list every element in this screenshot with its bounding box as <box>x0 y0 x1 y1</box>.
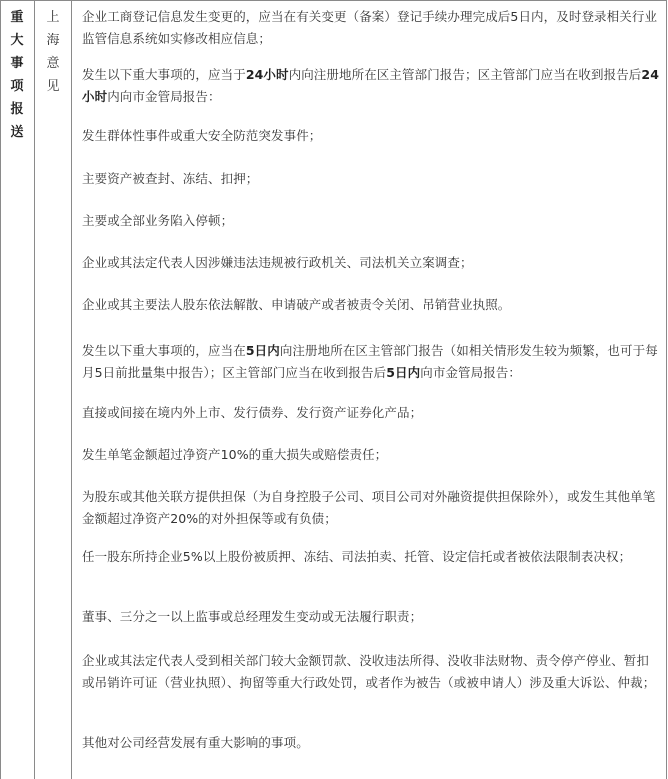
paragraph <box>82 294 660 316</box>
column-divider-1 <box>34 0 35 779</box>
bold-run: 24小时 <box>82 67 660 104</box>
paragraph <box>82 546 660 568</box>
paragraph-run: 内向注册地所在区主管部门报告；区主管部门应当在收到报告后 <box>288 67 642 82</box>
table-right-border <box>666 0 667 779</box>
paragraph-run: 任一股东所持企业5%以上股份被质押、冻结、司法拍卖、托管、设定信托或者被依法限制表决权； <box>82 549 632 564</box>
paragraph-run: 企业或其主要法人股东依法解散、申请破产或者被责令关闭、吊销营业执照。 <box>82 297 511 312</box>
region-char: 意 <box>46 56 60 71</box>
paragraph-run: 主要资产被查封、冻结、扣押； <box>82 171 259 186</box>
paragraph-run: 企业或其法定代表人因涉嫌违法违规被行政机关、司法机关立案调查； <box>82 255 473 270</box>
category-cell <box>4 6 30 144</box>
region-char: 海 <box>46 33 60 48</box>
region-char: 上 <box>46 10 60 25</box>
paragraph <box>82 125 660 147</box>
paragraph <box>82 486 660 530</box>
paragraph-run: 发生以下重大事项的，应当于 <box>82 67 246 82</box>
category-char: 报 <box>10 102 24 117</box>
paragraph-run: 发生以下重大事项的，应当在 <box>82 343 246 358</box>
category-char: 项 <box>10 79 24 94</box>
region-char: 见 <box>46 79 60 94</box>
bold-run: 5日内 <box>245 343 280 358</box>
paragraph <box>82 64 660 108</box>
paragraph <box>82 650 660 694</box>
table-top-border <box>0 0 667 1</box>
column-divider-2 <box>71 0 72 779</box>
table-left-border <box>0 0 1 779</box>
paragraph <box>82 168 660 190</box>
paragraph-run: 向市金管局报告： <box>420 365 522 380</box>
paragraph <box>82 732 660 754</box>
bold-run: 24小时 <box>245 67 289 82</box>
paragraph-run: 企业工商登记信息发生变更的，应当在有关变更（备案）登记手续办理完成后5日内，及时登录相关行业监管信息系统如实修改相应信息； <box>82 9 658 46</box>
paragraph-run: 发生群体性事件或重大安全防范突发事件； <box>82 128 322 143</box>
paragraph-run: 向注册地所在区主管部门报告（如相关情形发生较为频繁，也可于每月5日前批量集中报告）；区主管部门应当在收到报告后 <box>82 343 658 380</box>
category-char: 大 <box>10 33 24 48</box>
paragraph <box>82 252 660 274</box>
region-cell <box>40 6 66 98</box>
category-char: 重 <box>10 10 24 25</box>
paragraph-run: 内向市金管局报告： <box>107 89 221 104</box>
paragraph-run: 发生单笔金额超过净资产10%的重大损失或赔偿责任； <box>82 447 388 462</box>
category-char: 事 <box>10 56 24 71</box>
paragraph <box>82 606 660 628</box>
bold-run: 5日内 <box>386 365 421 380</box>
paragraph <box>82 402 660 424</box>
paragraph-run: 直接或间接在境内外上市、发行债券、发行资产证券化产品； <box>82 405 423 420</box>
paragraph <box>82 340 660 384</box>
paragraph <box>82 444 660 466</box>
paragraph-run: 董事、三分之一以上监事或总经理发生变动或无法履行职责； <box>82 609 423 624</box>
paragraph-run: 其他对公司经营发展有重大影响的事项。 <box>82 735 309 750</box>
paragraph <box>82 210 660 232</box>
paragraph <box>82 6 660 50</box>
category-char: 送 <box>10 125 24 140</box>
paragraph-run: 主要或全部业务陷入停顿； <box>82 213 234 228</box>
paragraph-run: 企业或其法定代表人受到相关部门较大金额罚款、没收违法所得、没收非法财物、责令停产停业、暂扣或吊销许可证（营业执照）、拘留等重大行政处罚，或者作为被告（或被申请人）涉及重大诉讼、仲裁； <box>82 653 656 690</box>
paragraph-run: 为股东或其他关联方提供担保（为自身控股子公司、项目公司对外融资提供担保除外），或发生其他单笔金额超过净资产20%的对外担保等或有负债； <box>82 489 656 526</box>
